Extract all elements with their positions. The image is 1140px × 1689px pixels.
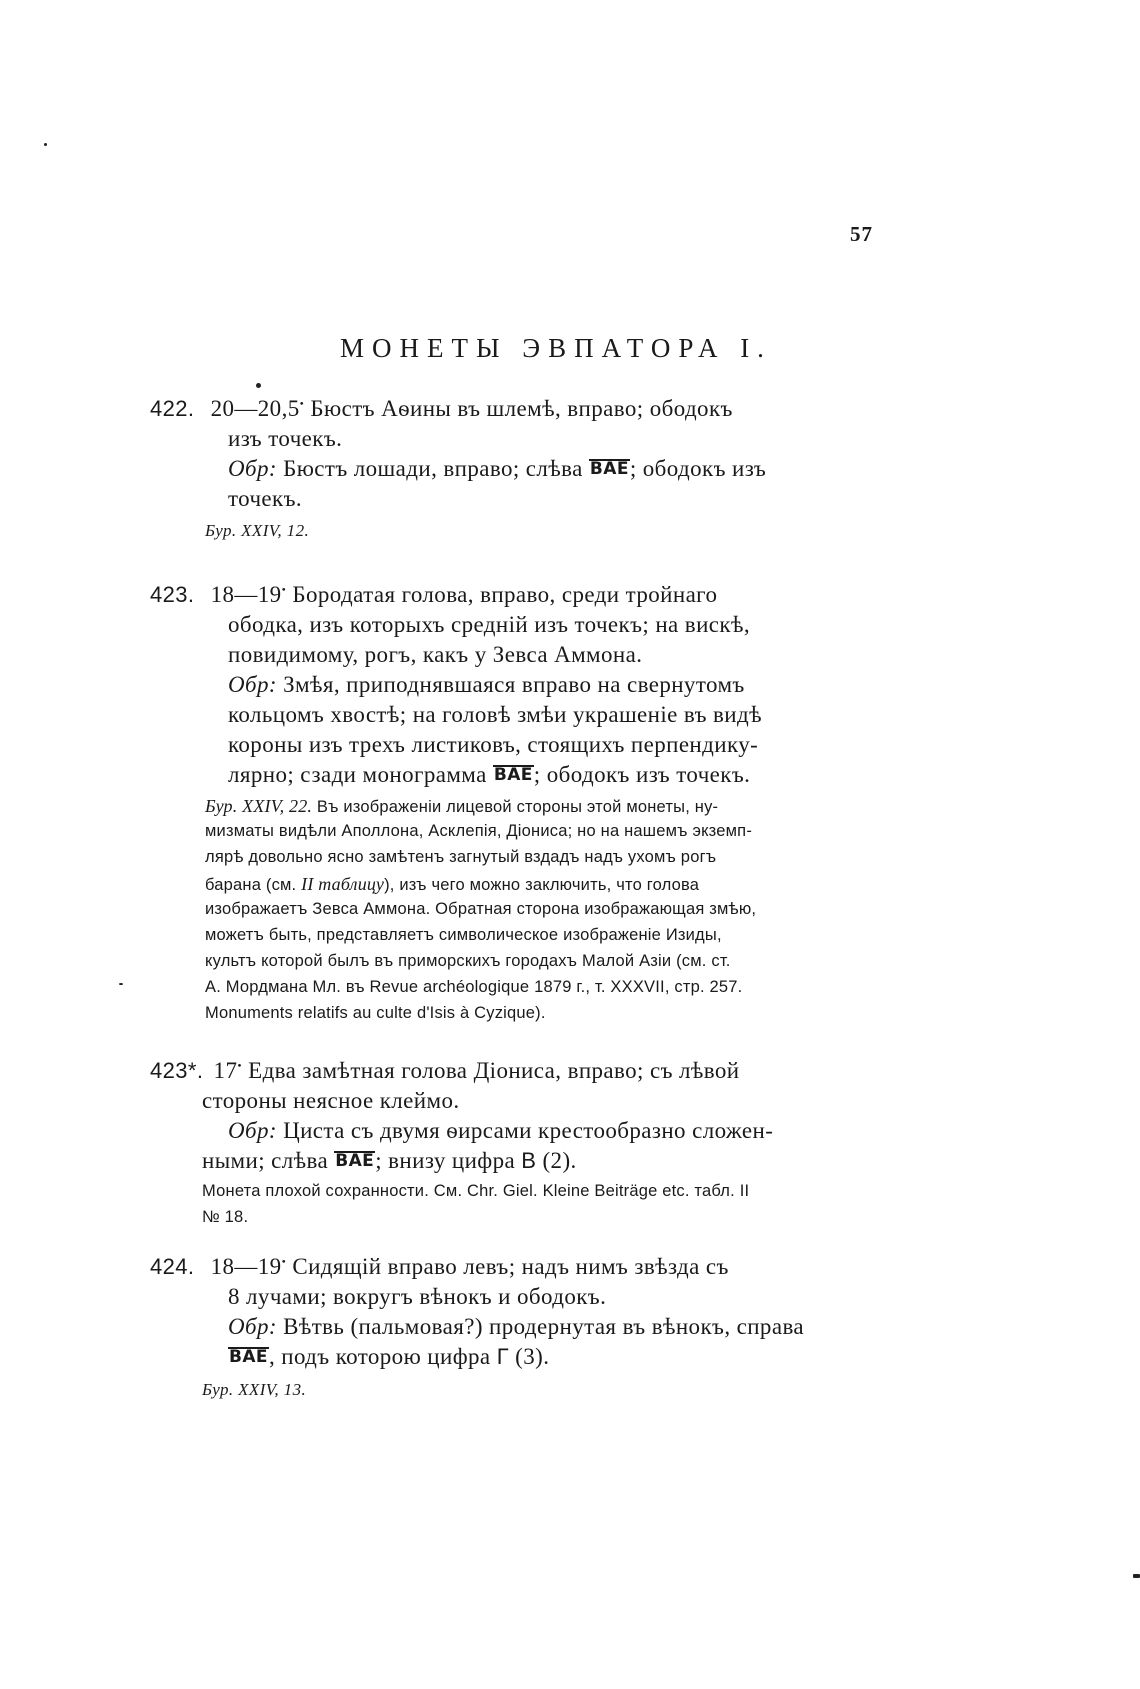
entry-note: лярѣ довольно ясно замѣтенъ загнутый вздадъ надъ ухомъ рогъ xyxy=(205,848,717,866)
entry-number: 423*. xyxy=(150,1058,204,1083)
speck xyxy=(44,143,47,146)
entry-obverse: Бородатая голова, вправо, среди тройнаго xyxy=(286,582,718,607)
entry-line: ободка, изъ которыхъ средній изъ точекъ; на вискѣ, xyxy=(228,612,751,637)
entry-note: можетъ быть, представляетъ символическое изображеніе Изиды, xyxy=(205,926,722,944)
entry-obverse: Едва замѣтная голова Діониса, вправо; съ лѣвой xyxy=(241,1058,740,1083)
entry-note: Бур. XXIV, 22. Въ изображеніи лицевой стороны этой монеты, ну- xyxy=(205,796,719,816)
entry-obverse: Бюстъ Аѳины въ шлемѣ, вправо; ободокъ xyxy=(304,396,733,421)
entry-reverse: Обр: Бюстъ лошади, вправо; слѣва ВΑΕ; ободокъ изъ xyxy=(228,456,767,481)
entry-reference: Бур. XXIV, 13. xyxy=(202,1380,307,1399)
entry-note: № 18. xyxy=(202,1208,249,1226)
entry-obverse: Сидящій вправо левъ; надъ нимъ звѣзда съ xyxy=(286,1254,729,1279)
entry-line: повидимому, рогъ, какъ у Зевса Аммона. xyxy=(228,642,643,667)
entry-reverse: Обр: Циста съ двумя ѳирсами крестообразно сложен- xyxy=(228,1118,774,1143)
entry-size: 20—20,5 xyxy=(210,396,300,421)
entry-note: мизматы видѣли Аполлона, Асклепія, Діониса; но на нашемъ экземп- xyxy=(205,822,753,840)
entry-line: 8 лучами; вокругъ вѣнокъ и ободокъ. xyxy=(228,1284,607,1309)
entry-line: стороны неясное клеймо. xyxy=(202,1088,460,1113)
entry-number: 422. xyxy=(150,396,195,421)
entry-line: ВΑΕ, подъ которою цифра Г (3). xyxy=(229,1344,550,1369)
entry-note: культъ которой былъ въ приморскихъ городахъ Малой Азіи (см. ст. xyxy=(205,952,731,970)
speck xyxy=(256,383,261,388)
page-heading: МОНЕТЫ ЭВПАТОРА I. xyxy=(340,333,772,363)
entry-line: ными; слѣва ВΑΕ; внизу цифра В (2). xyxy=(202,1148,577,1173)
entry-size: 18—19 xyxy=(210,1254,282,1279)
entry-line: кольцомъ хвостѣ; на головѣ змѣи украшеніе въ видѣ xyxy=(228,702,763,727)
page-number: 57 xyxy=(850,222,873,246)
entry-note: барана (см. II таблицу), изъ чего можно заключить, что голова xyxy=(205,874,700,894)
monogram-icon: ВΑΕ xyxy=(493,765,533,785)
entry-line: короны изъ трехъ листиковъ, стоящихъ перпендику- xyxy=(228,732,759,757)
monogram-icon: ВΑΕ xyxy=(229,1347,268,1367)
monogram-icon: ВΑΕ xyxy=(589,459,629,479)
monogram-icon: ВΑΕ xyxy=(335,1151,375,1171)
entry-reference: Бур. XXIV, 12. xyxy=(205,521,310,540)
speck xyxy=(1133,1574,1140,1578)
entry-note: Monuments relatifs au culte d'Isis à Cyzique). xyxy=(205,1004,546,1022)
entry-number: 423. xyxy=(150,582,195,607)
speck xyxy=(119,983,123,985)
entry-line: лярно; сзади монограмма ВΑΕ; ободокъ изъ точекъ. xyxy=(228,762,751,787)
entry-line: точекъ. xyxy=(228,486,303,511)
entry-line: изъ точекъ. xyxy=(228,426,343,451)
entry-note: изображаетъ Зевса Аммона. Обратная сторона изображающая змѣю, xyxy=(205,900,757,918)
entry-size: 18—19 xyxy=(210,582,282,607)
entry-reverse: Обр: Вѣтвь (пальмовая?) продернутая въ вѣнокъ, справа xyxy=(228,1314,805,1339)
entry-reverse: Обр: Змѣя, приподнявшаяся вправо на свернутомъ xyxy=(228,672,745,697)
entry-size: 17 xyxy=(213,1058,238,1083)
entry-note: А. Мордмана Мл. въ Revue archéologique 1879 г., т. XXXVII, стр. 257. xyxy=(205,978,743,996)
entry-number: 424. xyxy=(150,1254,195,1279)
entry-note: Монета плохой сохранности. См. Chr. Giel. Kleine Beiträge etc. табл. II xyxy=(202,1182,750,1200)
